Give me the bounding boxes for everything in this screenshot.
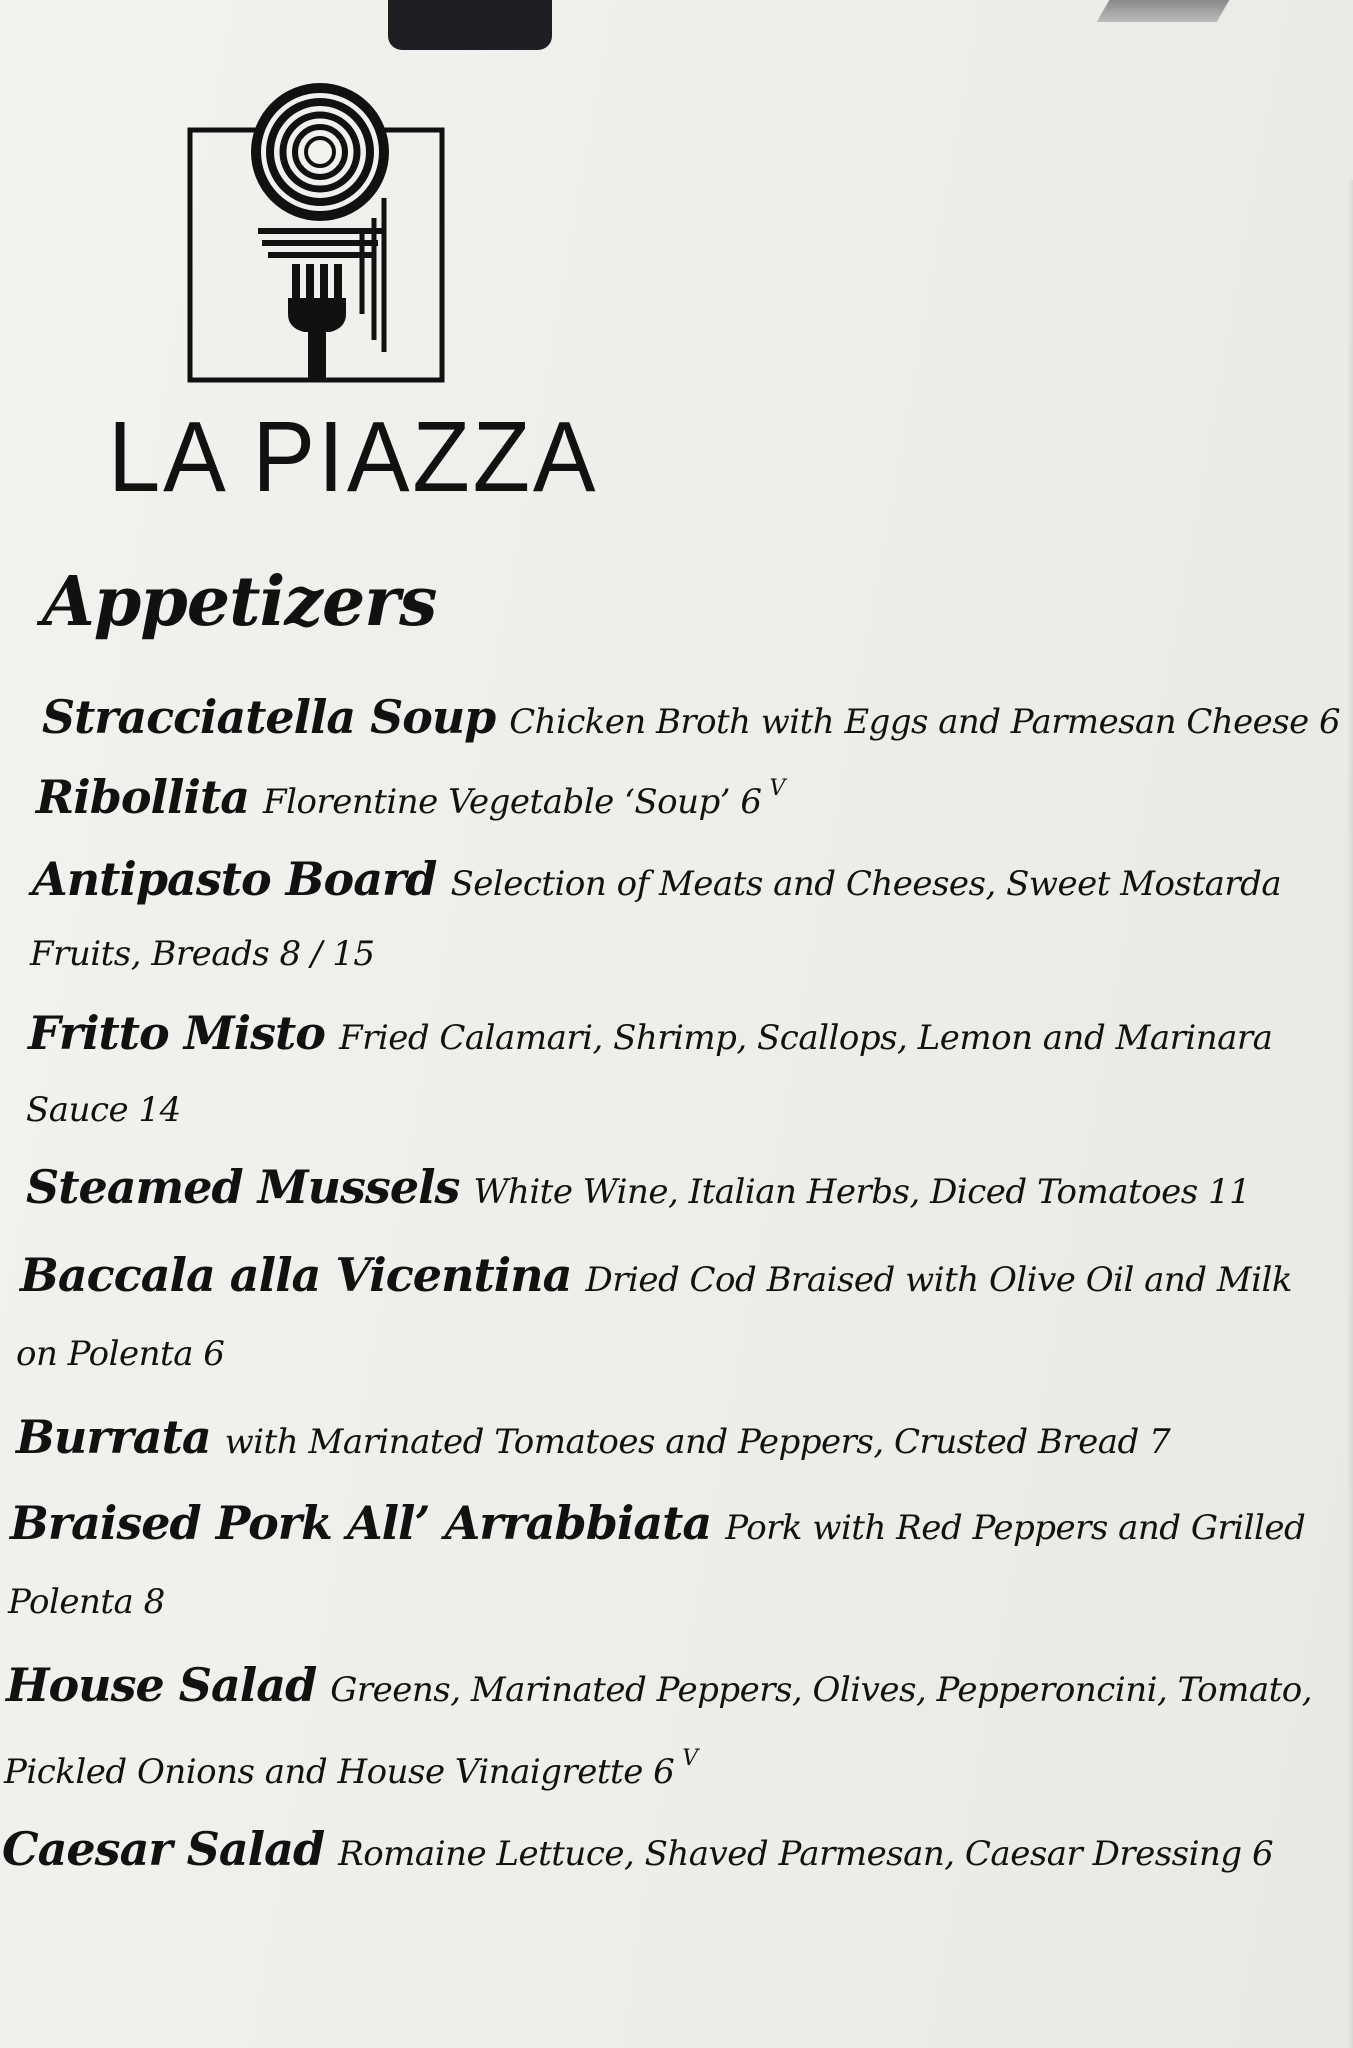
item-name: Steamed Mussels [26, 1160, 460, 1214]
item-description: Selection of Meats and Cheeses, Sweet Mostarda [450, 864, 1282, 904]
item-name: Braised Pork All’ Arrabbiata [10, 1496, 712, 1550]
item-description: Greens, Marinated Peppers, Olives, Pepperoncini, Tomato, [330, 1670, 1313, 1710]
paper-corner [1097, 0, 1230, 22]
item-description-continued: Sauce 14 [26, 1090, 181, 1130]
item-name: Burrata [16, 1410, 211, 1464]
item-description-continued [4, 1746, 698, 1792]
menu-item [42, 690, 1340, 744]
item-name: House Salad [6, 1658, 317, 1712]
menu-item [20, 1248, 1292, 1302]
item-description-continued: Polenta 8 [8, 1582, 165, 1622]
item-description: Fried Calamari, Shrimp, Scallops, Lemon and Marinara [338, 1018, 1273, 1058]
item-name: Fritto Misto [28, 1006, 325, 1060]
item-description-continued: Fruits, Breads 8 / 15 [30, 934, 375, 974]
vegetarian-mark: V [769, 776, 786, 801]
item-description: Romaine Lettuce, Shaved Parmesan, Caesar Dressing 6 [338, 1834, 1274, 1874]
item-description: Pork with Red Peppers and Grilled [725, 1508, 1306, 1548]
vegetarian-mark: V [682, 1746, 699, 1771]
menu-item [2, 1822, 1273, 1876]
section-title: Appetizers [42, 562, 437, 642]
item-name: Antipasto Board [32, 852, 437, 906]
menu-item [6, 1658, 1312, 1712]
item-description: Dried Cod Braised with Olive Oil and Milk [585, 1260, 1293, 1300]
paper-edge-shadow [1347, 180, 1353, 2048]
item-name: Baccala alla Vicentina [20, 1248, 572, 1302]
menu-item [36, 770, 785, 824]
menu-item [16, 1410, 1170, 1464]
restaurant-name: LA PIAZZA [108, 401, 599, 513]
item-description: with Marinated Tomatoes and Peppers, Crusted Bread 7 [224, 1422, 1171, 1462]
menu-item [10, 1496, 1305, 1550]
item-name: Ribollita [36, 770, 250, 824]
menu-item [32, 852, 1281, 906]
item-description: Pickled Onions and House Vinaigrette 6 [4, 1752, 675, 1792]
spaghetti-fork-icon [186, 78, 456, 388]
item-name: Caesar Salad [2, 1822, 325, 1876]
item-name: Stracciatella Soup [42, 690, 496, 744]
item-description: Chicken Broth with Eggs and Parmesan Cheese 6 [509, 702, 1341, 742]
binder-clip [388, 0, 552, 50]
item-description: White Wine, Italian Herbs, Diced Tomatoes 11 [473, 1172, 1251, 1212]
menu-item [28, 1006, 1272, 1060]
item-description-continued: on Polenta 6 [16, 1334, 225, 1374]
item-description: Florentine Vegetable ‘Soup’ 6 [263, 782, 762, 822]
menu-item [26, 1160, 1250, 1214]
